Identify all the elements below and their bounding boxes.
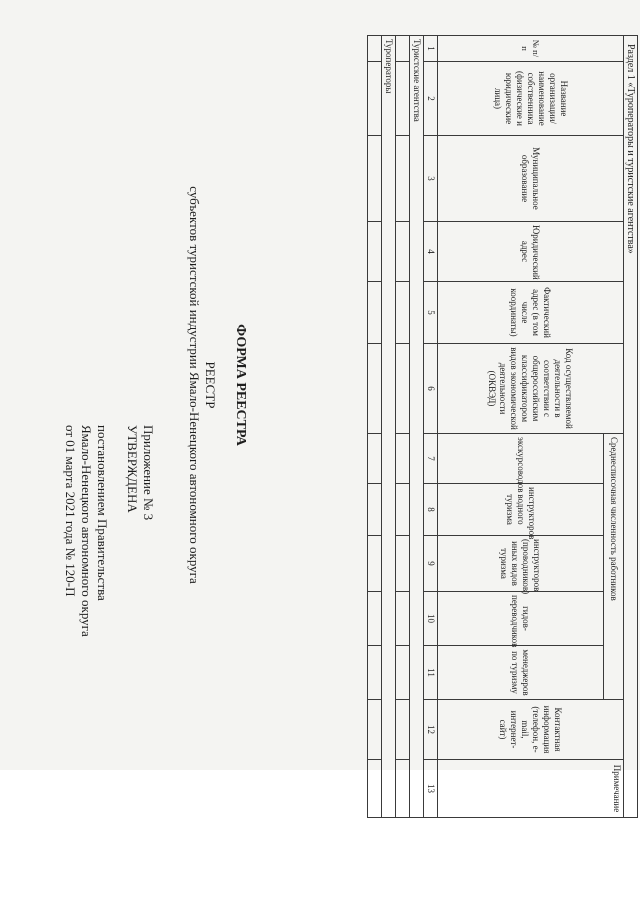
col-legal-address: Юридический адрес bbox=[438, 222, 624, 282]
col-number: 8 bbox=[424, 484, 438, 536]
col-number: 10 bbox=[424, 592, 438, 646]
approval-stamp bbox=[62, 425, 156, 725]
col-name: Название организации/ наименование собственника (физические и юридические лица) bbox=[438, 62, 624, 136]
col-number: 2 bbox=[424, 62, 438, 136]
approved-label: УТВЕРЖДЕНА bbox=[125, 425, 140, 513]
form-title: ФОРМА РЕЕСТРА bbox=[233, 324, 248, 446]
table-row bbox=[368, 36, 382, 818]
col-no: № п/п bbox=[438, 36, 624, 62]
col-number: 13 bbox=[424, 760, 438, 818]
registry-table bbox=[367, 35, 638, 818]
col-guides: экскурсоводов bbox=[438, 434, 604, 484]
col-actual-address: Фактический адрес (в том числе координаты) bbox=[438, 282, 624, 344]
appendix-number: Приложение № 3 bbox=[141, 425, 156, 521]
registry-title: РЕЕСТР bbox=[203, 361, 218, 409]
col-water-instructors: инструкторов водного туризма bbox=[438, 484, 604, 536]
col-number: 12 bbox=[424, 700, 438, 760]
col-number: 3 bbox=[424, 136, 438, 222]
decree-line: постановлением Правительства bbox=[95, 425, 110, 601]
col-okved: Код осуществляемой деятельности в соответствии с общероссийским классификатором видов экономической деятельности (ОКВЭД) bbox=[438, 344, 624, 434]
decree-date: от 01 марта 2021 года № 120-П bbox=[63, 425, 78, 597]
document-heading bbox=[186, 5, 248, 765]
col-number: 11 bbox=[424, 646, 438, 700]
col-staff-group: Среднесписочная численность работников bbox=[604, 434, 624, 700]
col-number: 7 bbox=[424, 434, 438, 484]
col-number: 1 bbox=[424, 36, 438, 62]
group-tour-operators: Туроператоры bbox=[382, 36, 396, 818]
col-contacts: Контактная информация (телефон, e-mail, интернет-сайт) bbox=[438, 700, 624, 760]
decree-authority: Ямало-Ненецкого автономного округа bbox=[79, 425, 94, 637]
col-other-instructors: инструкторов (проводников) иных видов туризма bbox=[438, 536, 604, 592]
col-municipality: Муниципальное образование bbox=[438, 136, 624, 222]
col-number: 9 bbox=[424, 536, 438, 592]
col-number: 5 bbox=[424, 282, 438, 344]
col-number: 4 bbox=[424, 222, 438, 282]
rotated-page bbox=[0, 5, 640, 813]
section-title: Раздел 1 «Туроператоры и туристские агентства» bbox=[624, 36, 638, 818]
group-travel-agencies: Туристские агентства bbox=[410, 36, 424, 818]
col-interpreters: гидов-переводчиков bbox=[438, 592, 604, 646]
col-managers: менеджеров по туризму bbox=[438, 646, 604, 700]
table-row bbox=[396, 36, 410, 818]
col-notes: Примечание bbox=[438, 760, 624, 818]
registry-subtitle: субъектов туристской индустрии Ямало-Ненецкого автономного округа bbox=[187, 186, 202, 584]
col-number: 6 bbox=[424, 344, 438, 434]
